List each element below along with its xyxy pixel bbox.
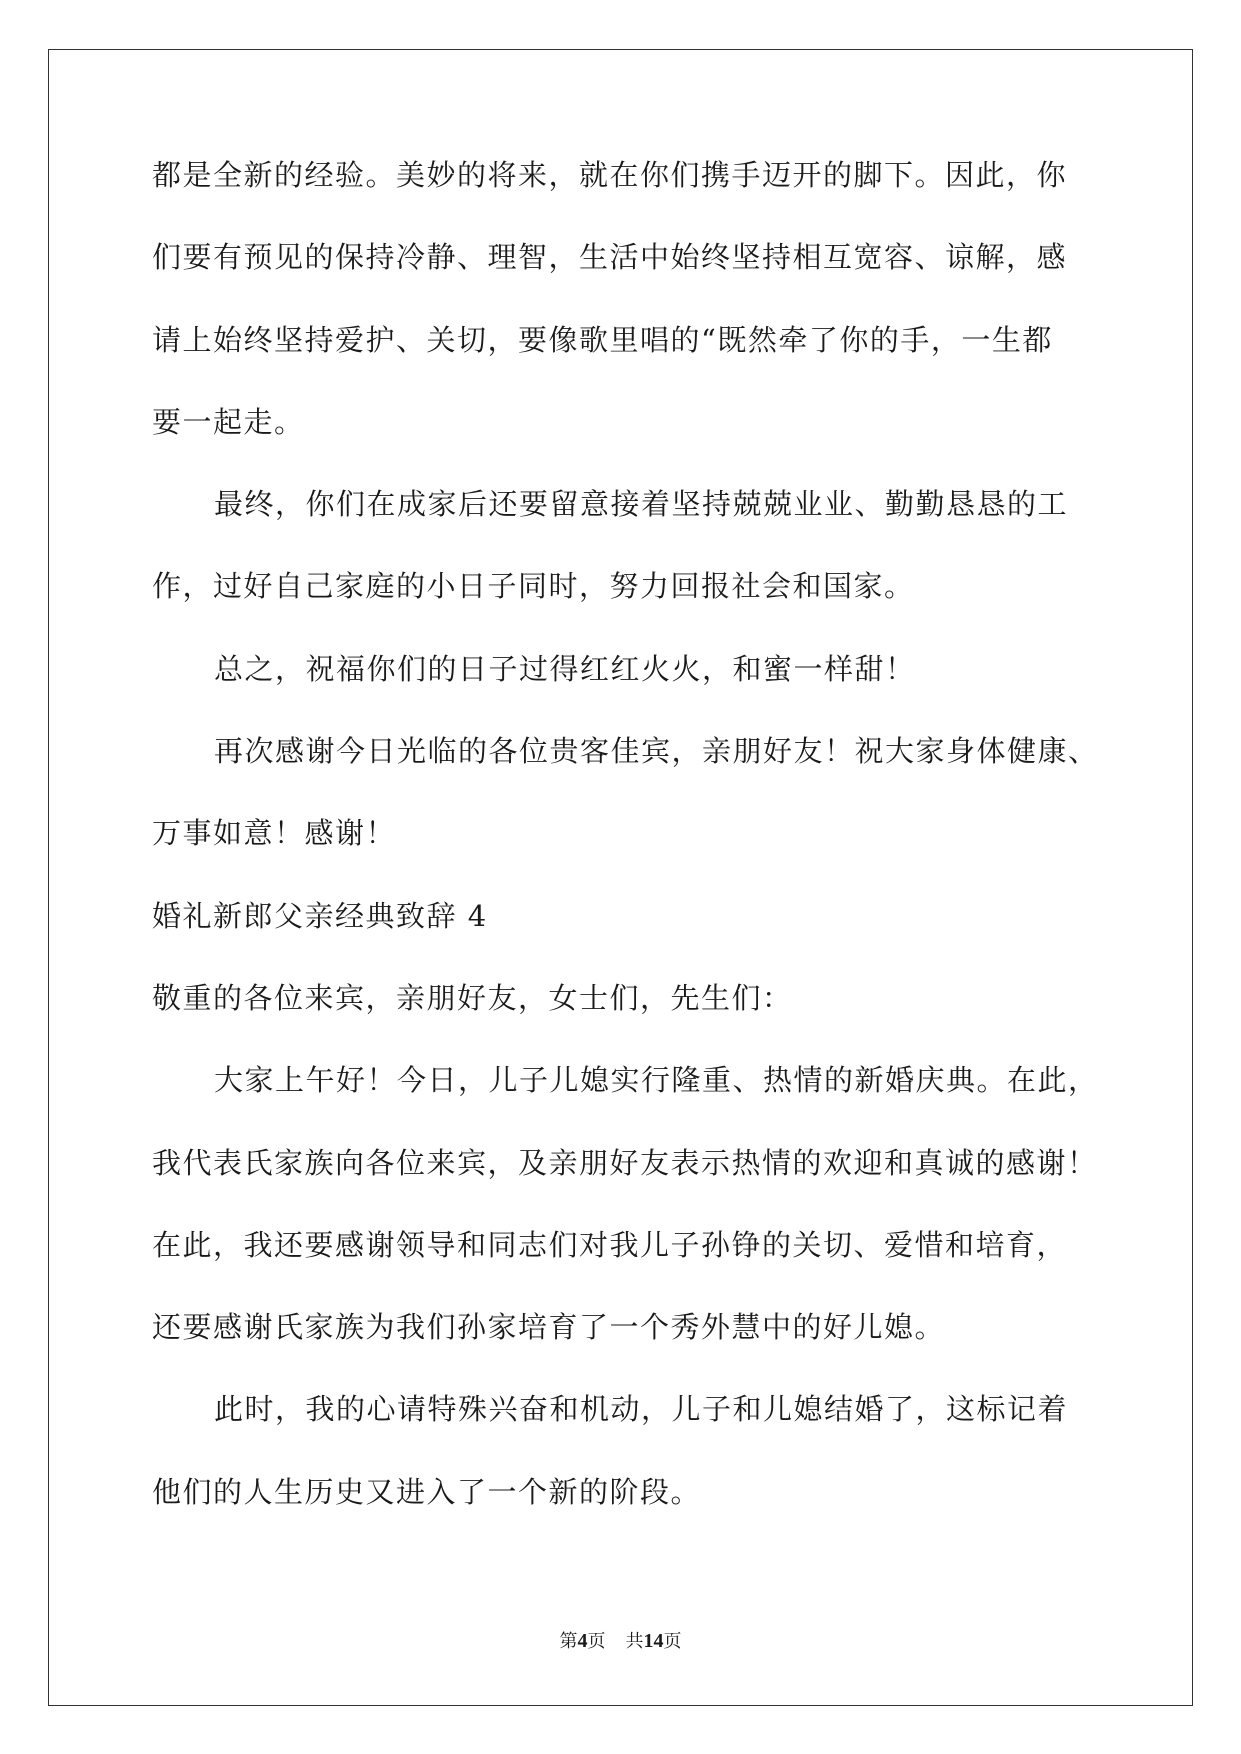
text-line: 要一起走。 bbox=[152, 404, 305, 439]
text-line: 总之，祝福你们的日子过得红红火火，和蜜一样甜！ bbox=[214, 651, 916, 686]
footer-total-pages: 14 bbox=[643, 1630, 664, 1652]
text-line: 最终，你们在成家后还要留意接着坚持兢兢业业、勤勤恳恳的工 bbox=[214, 487, 1069, 522]
text-line: 还要感谢氏家族为我们孙家培育了一个秀外慧中的好儿媳。 bbox=[152, 1310, 946, 1345]
text-line: 请上始终坚持爱护、关切，要像歌里唱的“既然牵了你的手，一生都 bbox=[152, 322, 1053, 357]
text-line: 在此，我还要感谢领导和同志们对我儿子孙铮的关切、爱惜和培育， bbox=[152, 1227, 1068, 1262]
footer-total-suffix: 页 bbox=[663, 1631, 682, 1652]
footer-page-prefix: 第 bbox=[559, 1631, 578, 1652]
text-line: 他们的人生历史又进入了一个新的阶段。 bbox=[152, 1474, 702, 1509]
text-line: 万事如意！感谢！ bbox=[152, 816, 397, 851]
text-line: 我代表氏家族向各位来宾，及亲朋好友表示热情的欢迎和真诚的感谢！ bbox=[152, 1145, 1098, 1180]
page-footer bbox=[0, 1627, 1241, 1653]
footer-page-suffix: 页 bbox=[587, 1631, 606, 1652]
text-line: 都是全新的经验。美妙的将来，就在你们携手迈开的脚下。因此，你 bbox=[152, 158, 1068, 192]
text-line: 大家上午好！今日，儿子儿媳实行隆重、热情的新婚庆典。在此， bbox=[214, 1063, 1099, 1098]
text-line: 再次感谢今日光临的各位贵客佳宾，亲朋好友！祝大家身体健康、 bbox=[214, 734, 1099, 769]
salutation: 敬重的各位来宾，亲朋好友，女士们，先生们： bbox=[152, 980, 793, 1015]
footer-page-number: 4 bbox=[577, 1630, 588, 1652]
section-heading: 婚礼新郎父亲经典致辞 4 bbox=[152, 898, 488, 933]
text-line: 此时，我的心请特殊兴奋和机动，儿子和儿媳结婚了，这标记着 bbox=[214, 1392, 1069, 1427]
text-line: 作，过好自己家庭的小日子同时，努力回报社会和国家。 bbox=[152, 569, 915, 604]
footer-total-prefix: 共 bbox=[625, 1631, 644, 1652]
document-body bbox=[152, 158, 1099, 1557]
text-line: 们要有预见的保持冷静、理智，生活中始终坚持相互宽容、谅解，感 bbox=[152, 240, 1068, 275]
